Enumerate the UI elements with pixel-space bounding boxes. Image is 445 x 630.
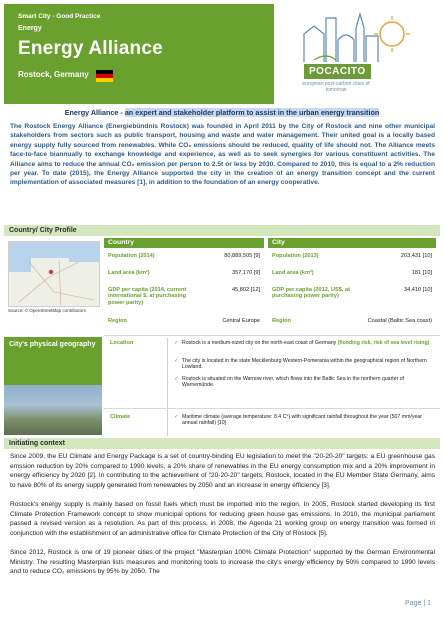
location-bullet [174,376,436,389]
context-paragraph: Since 2009, the EU Climate and Energy Package is a set of country-binding EU legislation to meet the "20-20-20" targets: a EU greenhouse gas emssion reduction by 20% compared to 1990 levels, a 20% share of renewables in the EU energy consumption mix and a 20% improvement in energy efficiency by 2020 [2]. In contributing to the achievement of "20-20-20" targets, Rostock, located in the EU Member State Germany, aims to have 80% of its energy supply generated from renewables by 2050 and an increase in energy efficiency [3]. [10,453,435,489]
intro-heading-plain: Energy Alliance - [64,108,125,117]
city-value: 34,410 [10] [404,287,432,293]
climate-bullet [174,414,436,427]
table-row [104,270,264,283]
climate-row-label: Climate [110,414,131,420]
header-banner [4,4,440,104]
table-row [268,253,436,266]
logo-tagline: european post-carbon cities of tomorrow [302,81,370,93]
bullet-text: Maritime climate (average temperature: 8.4 C°) with significant rainfall throughout the year (507 mm/year annual rainfall) [10] [182,414,422,427]
geography-label: City's physical geography [4,337,102,385]
context-section-header: Initiating context [4,438,440,449]
intro-heading-highlight: an expert and stakeholder platform to assist in the urban energy transition [124,108,380,117]
profile-section-header: Country/ City Profile [4,225,440,236]
header-category: Energy [18,25,42,32]
table-row [268,287,436,309]
country-label: Population (2014) [108,253,155,259]
bullet-text: Rostock is a medium-sized city on the north-east coast of Germany [182,340,338,346]
table-row [268,270,436,283]
city-label: Region [272,318,291,324]
divider [104,408,440,409]
city-label: Population (2013) [272,253,319,259]
pocacito-logo [274,4,440,104]
location-label: Rostock, Germany [18,70,89,79]
bullet-text: The city is located in the state Mecklenburg Western-Pomerania within the geographical region of Northern Lowland. [182,358,427,371]
divider [104,335,440,336]
country-value: 45,802 [12] [232,287,260,293]
rostock-harbour-photo [4,385,102,435]
country-value: Central Europe [222,318,260,324]
bullet-text: Rostock is situated on the Warnow river, which flows into the Baltic Sea in the northern quarter of Warnemünde. [182,376,405,389]
location-bullet [174,340,436,346]
location-row-label: Location [110,340,134,346]
bullet-highlight: (flooding risk, risk of sea level rising) [337,340,430,346]
divider [167,410,168,436]
context-paragraph: Rostock's energy supply is mainly based on fossil fuels which must be imported into the region. In 2005, Rostock started developing its first Climate Protection Framework concept to show municipal options for reducing green house gas emissions. In 2010, the municipal parliament passed a revised version as a resolution. As part of this process, in 2008, the Agenda 21 working group on energy transition was formed in conjunction with the establishment of an administrative office for Climate Protection of the City of Rostock [5]. [10,501,435,537]
map-source-note: Source: © OpenStreetMap contributors [8,308,86,313]
country-label: Land area (km²) [108,270,150,276]
table-row [104,318,264,331]
country-label: GDP per capita (2014, current international $, at purchasing power parity) [108,287,187,306]
page-title: Energy Alliance [18,38,163,59]
city-value: Coastal (Baltic Sea coast) [367,318,432,324]
intro-heading [4,108,440,120]
table-row [268,318,436,331]
city-value: 203,431 [10] [400,253,432,259]
country-value: 80,889,505 [9] [224,253,260,259]
page-number: Page | 1 [405,600,431,607]
country-label: Region [108,318,127,324]
table-row [104,287,264,309]
logo-wordmark: POCACITO [304,64,371,79]
map-roads-icon [9,242,100,307]
divider [167,338,168,410]
country-column-header: Country [104,238,264,248]
city-value: 181 [10] [411,270,432,276]
city-label: GDP per capita (2012, US$, at purchasing power parity) [272,287,350,300]
context-paragraph: Since 2012, Rostock is one of 19 pioneer cities of the project "Masterplan 100% Climate Protection" supported by the German Environmental Ministry. The resulting Masterplan lists measures and monitoring tools to increase the city's energy efficiency by 50% compared to 1990 levels and to reduce CO₂ emissions by 95% by 2050. The [10,549,435,575]
intro-paragraph: The Rostock Energy Alliance (Energiebündnis Rostock) was founded in April 2011 by the City of Rostock and nine other municipal stakeholders from sectors such as public transport, housing and waste and water management. Their united goal is a locally based energy supply fully sourced from renewables. While CO₂ emissions should be reduced, quality of life should not. The Alliance meets face-to-face biannually to exchange knowledge and experience, as well as to seek synergies for various constituent activities. The Alliance aims to reduce the annual CO₂ emission per person to 2.5t or less by 2030. Compared to 2010, this is equal to a 2% reduction per year. To date (2015), the Energy Alliance supported the city in the creation of an energy transition concept and the current implementation of associated measures [1], in addition to the foundation of an energy cooperative. [10,123,435,187]
location-map [8,241,100,307]
germany-flag-icon [96,70,113,82]
country-value: 357,170 [9] [232,270,260,276]
header-kicker: Smart City - Good Practice [18,13,101,20]
city-column-header: City [268,238,436,248]
city-label: Land area (km²) [272,270,314,276]
location-bullet [174,358,436,371]
table-row [104,253,264,266]
